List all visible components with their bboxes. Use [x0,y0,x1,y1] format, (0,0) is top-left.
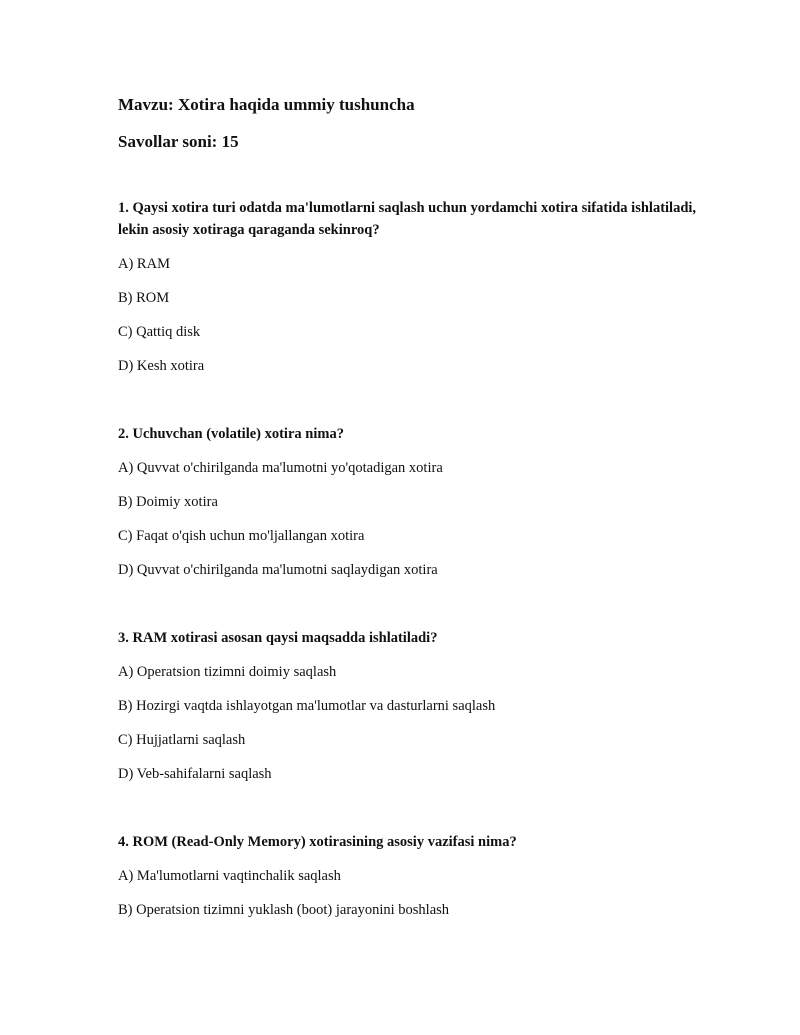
question-text: 4. ROM (Read-Only Memory) xotirasining asosiy vazifasi nima? [118,834,517,850]
answer-option-c: C) Faqat o'qish uchun mo'ljallangan xotira [118,528,365,544]
question-list [118,197,698,921]
answer-option-b: B) Doimiy xotira [118,494,218,510]
answer-option-b: B) Hozirgi vaqtda ishlayotgan ma'lumotlar va dasturlarni saqlash [118,698,496,714]
answer-option-a: A) Quvvat o'chirilganda ma'lumotni yo'qotadigan xotira [118,460,443,476]
answer-option-d: D) Kesh xotira [118,358,205,374]
question-3 [118,627,698,785]
question-2 [118,423,698,581]
answer-option-b: B) ROM [118,290,170,306]
answer-option-b: B) Operatsion tizimni yuklash (boot) jarayonini boshlash [118,902,450,918]
answer-option-c: C) Hujjatlarni saqlash [118,732,246,748]
question-4 [118,831,698,921]
answer-option-c: C) Qattiq disk [118,324,201,340]
document-page [118,92,698,933]
answer-option-a: A) RAM [118,256,170,272]
answer-option-d: D) Quvvat o'chirilganda ma'lumotni saqlaydigan xotira [118,562,438,578]
document-title: Mavzu: Xotira haqida ummiy tushuncha [118,95,415,114]
question-text: 2. Uchuvchan (volatile) xotira nima? [118,426,344,442]
answer-option-a: A) Operatsion tizimni doimiy saqlash [118,664,337,680]
question-text: 1. Qaysi xotira turi odatda ma'lumotlarni saqlash uchun yordamchi xotira sifatida ishlatiladi, lekin asosiy xotiraga qaraganda sekinroq? [118,200,697,238]
answer-option-a: A) Ma'lumotlarni vaqtinchalik saqlash [118,868,341,884]
answer-option-d: D) Veb-sahifalarni saqlash [118,766,272,782]
question-count: Savollar soni: 15 [118,132,239,151]
question-text: 3. RAM xotirasi asosan qaysi maqsadda ishlatiladi? [118,630,438,646]
question-1 [118,197,698,377]
